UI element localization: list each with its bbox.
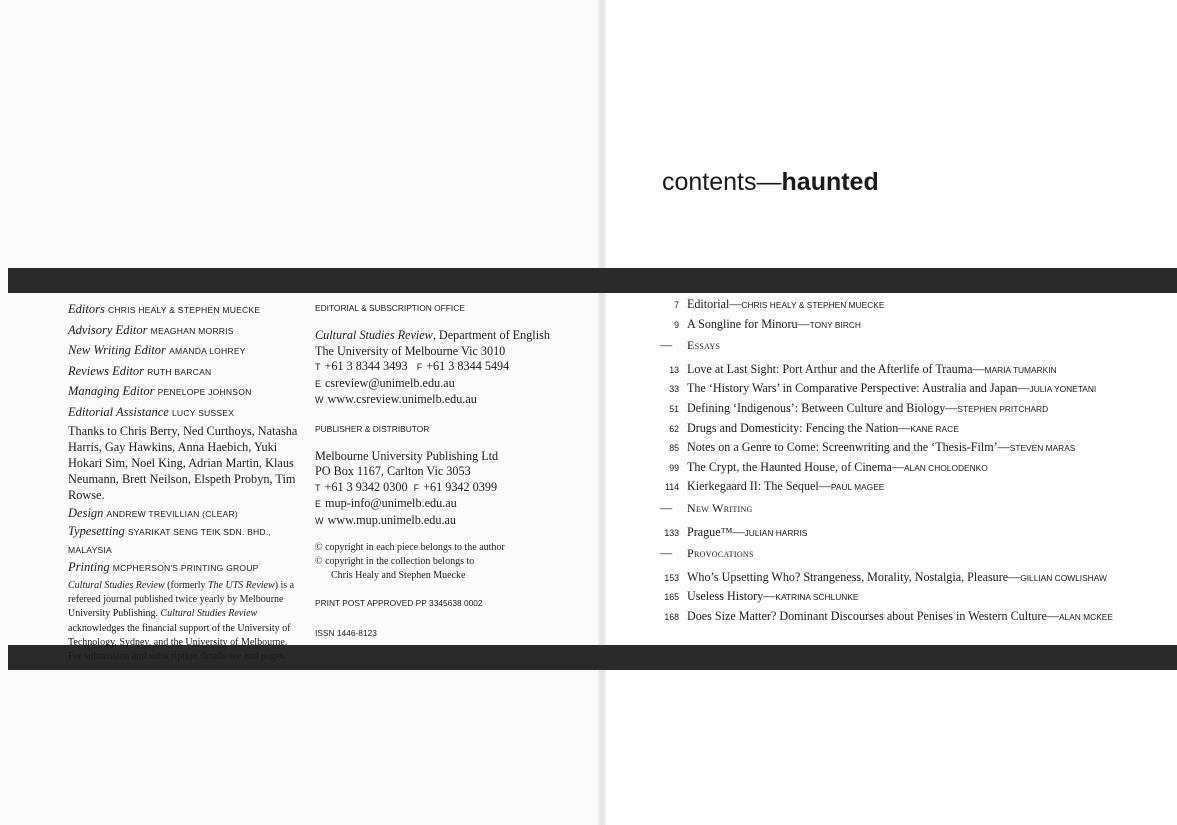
editor-name: CHRIS HEALY & STEPHEN MUECKE (107, 305, 261, 315)
editor-role: Reviews Editor (68, 363, 145, 378)
toc-page-number: 133 (664, 527, 679, 538)
toc-entry-title: Kierkegaard II: The Sequel (687, 479, 819, 494)
toc-entry[interactable] (660, 609, 1165, 629)
show-through-text (270, 168, 277, 196)
print-post: PRINT POST APPROVED PP 3345638 0002 (315, 598, 483, 608)
toc-entry[interactable] (660, 570, 1165, 590)
publisher-name: Melbourne University Publishing Ltd (315, 448, 499, 463)
editor-row (68, 362, 306, 383)
office-phone-line (315, 359, 585, 376)
toc-entry-title: Editorial (687, 297, 730, 311)
toc-entry-title: The Crypt, the Haunted House, of Cinema (687, 459, 892, 474)
submission-note: For submission and subscription details see end pages. (68, 651, 287, 663)
office-email-link[interactable]: csreview@unimelb.edu.au (325, 375, 455, 390)
toc-author-dash: — (997, 440, 1010, 455)
editor-name: RUTH BARCAN (147, 366, 212, 377)
about-text-2: ) is a refereed journal published twice yearly by Melbourne University Publishing. (68, 580, 295, 620)
copyright-line-3: Chris Healy and Stephen Muecke (331, 570, 466, 581)
credit-role: Typesetting (68, 524, 125, 538)
credit-row (68, 559, 306, 577)
publisher-t-label: T (315, 482, 321, 493)
office-address: The University of Melbourne Vic 3010 (315, 343, 506, 358)
toc-page-number: 168 (664, 611, 679, 622)
office-t-label: T (315, 362, 321, 372)
publisher-web-line (315, 513, 585, 530)
toc-page-number: 7 (674, 300, 679, 310)
toc-author-dash: — (972, 361, 985, 376)
issn: ISSN 1446-8123 (315, 628, 377, 638)
publisher-web-link[interactable]: www.mup.unimelb.edu.au (327, 512, 457, 527)
toc-page-number: 85 (669, 443, 679, 454)
toc-page-number: 33 (669, 384, 679, 395)
toc-entry-author: KATRINA SCHLUNKE (775, 592, 859, 603)
publisher-f-label: F (413, 482, 420, 493)
toc-author-dash: — (729, 297, 742, 311)
toc-author-dash: — (898, 420, 911, 435)
publisher-address: PO Box 1167, Carlton Vic 3053 (315, 464, 471, 478)
office-email-line (315, 376, 585, 393)
toc-entry-author: CHRIS HEALY & STEPHEN MUECKE (741, 300, 885, 310)
toc-entry[interactable] (660, 440, 1165, 460)
toc-entry-author: JULIA YONETANI (1029, 384, 1097, 395)
toc-entry-title: The ‘History Wars’ in Comparative Perspective: Australia and Japan (687, 381, 1018, 396)
toc-page-number: 13 (669, 364, 679, 375)
toc-entry-title: Prague™ (687, 524, 733, 539)
editor-list (68, 300, 306, 423)
office-journal: Cultural Studies Review (315, 328, 433, 342)
toc-entry[interactable] (660, 479, 1165, 499)
toc-page-number: 114 (664, 482, 679, 493)
office-fax: +61 3 8344 5494 (426, 359, 510, 373)
contents-word: contents (662, 168, 757, 196)
toc-author-dash: — (818, 479, 831, 494)
toc-author-dash: — (732, 524, 745, 539)
credit-list (68, 505, 306, 577)
section-dash: — (660, 546, 673, 561)
toc-entry[interactable] (660, 589, 1165, 609)
toc-entry-title: Defining ‘Indigenous’: Between Culture and Biology (687, 400, 946, 415)
toc-entry-author: STEPHEN PRITCHARD (957, 403, 1049, 414)
journal-name: Cultural Studies Review (68, 580, 165, 591)
office-web-link[interactable]: www.csreview.unimelb.edu.au (327, 392, 477, 406)
editor-name: AMANDA LOHREY (169, 346, 246, 356)
toc-section-label: New Writing (687, 500, 753, 515)
toc-section-row (660, 546, 1165, 566)
office-w-label: W (315, 395, 324, 405)
publisher-fax: +61 9342 0399 (423, 479, 498, 494)
toc-section-label: Essays (687, 338, 721, 353)
office-e-label: E (315, 378, 322, 389)
copyright-line-2: © copyright in the collection belongs to (315, 556, 475, 567)
office-phone: +61 3 8344 3493 (324, 359, 408, 373)
toc-author-dash: — (891, 459, 904, 474)
editor-role: Managing Editor (68, 384, 155, 398)
editor-name: MEAGHAN MORRIS (150, 325, 234, 336)
toc-author-dash: — (1017, 381, 1030, 396)
office-heading: EDITORIAL & SUBSCRIPTION OFFICE (315, 303, 465, 313)
section-dash: — (660, 500, 673, 515)
toc-entry-author: STEVEN MARAS (1009, 443, 1076, 454)
credit-name: SYARIKAT SENG TEIK SDN. BHD., MALAYSIA (68, 527, 272, 555)
toc-entry-title: Love at Last Sight: Port Arthur and the Afterlife of Trauma (687, 361, 973, 376)
toc-author-dash: — (763, 589, 776, 604)
toc-entry-title: Drugs and Domesticity: Fencing the Nation (687, 420, 899, 435)
credit-row (68, 523, 306, 559)
thanks-text: Thanks to Chris Berry, Ned Curthoys, Natasha Harris, Gay Hawkins, Anna Haebich, Yuki Hokari Sim, Noel King, Adrian Martin, Klaus Neumann, Brett Neilson, Elspeth Probyn, Tim Rowse. (68, 424, 298, 502)
credit-name: ANDREW TREVILLIAN (CLEAR) (106, 509, 238, 519)
top-band-right (598, 268, 1177, 293)
toc-entry[interactable] (660, 297, 1165, 317)
toc-entry-author: KANE RACE (910, 423, 959, 434)
publisher-w-label: W (315, 515, 324, 526)
office-column (315, 300, 585, 653)
toc-entry-title: A Songline for Minoru (687, 316, 798, 331)
toc-entry[interactable] (660, 401, 1165, 421)
editor-row (68, 382, 306, 403)
office-journal-line (315, 328, 585, 344)
toc-entry[interactable] (660, 381, 1165, 401)
toc-entry-author: ALAN MCKEE (1058, 611, 1113, 622)
toc-page-number: 9 (674, 319, 679, 330)
editor-row (68, 403, 306, 424)
toc-page-number: 51 (669, 403, 679, 414)
credit-role: Design (68, 506, 104, 520)
toc-entry-title: Who’s Upsetting Who? Strangeness, Morality, Nostalgia, Pleasure (687, 569, 1009, 584)
toc-entry-author: JULIAN HARRIS (744, 527, 808, 538)
toc-page-number: 153 (664, 572, 679, 583)
office-f-label: F (416, 362, 423, 372)
contents-title (662, 168, 879, 197)
former-name: The UTS Review (207, 580, 275, 591)
about-text-3: acknowledges the financial support of the University of Technology, Sydney, and the University of Melbourne. (68, 622, 291, 648)
toc-entry[interactable] (660, 525, 1165, 545)
toc-entry-author: GILLIAN COWLISHAW (1020, 572, 1107, 583)
toc-entry-author: MARIA TUMARKIN (984, 364, 1057, 375)
bottom-band-right (598, 645, 1177, 670)
editor-row (68, 341, 306, 362)
credit-name: MCPHERSON'S PRINTING GROUP (112, 563, 259, 573)
editor-name: LUCY SUSSEX (171, 407, 235, 418)
toc-section-row (660, 338, 1165, 358)
toc-entry[interactable] (660, 421, 1165, 441)
table-of-contents (660, 297, 1165, 629)
journal-name-2: Cultural Studies Review (160, 608, 258, 620)
editor-row (68, 321, 306, 342)
section-dash: — (660, 338, 673, 353)
toc-entry-author: ALAN CHOLODENKO (903, 462, 988, 473)
editor-role: Editors (68, 302, 105, 316)
publisher-phone: +61 3 9342 0300 (324, 479, 408, 494)
toc-author-dash: — (1008, 569, 1021, 584)
toc-entry-title: Does Size Matter? Dominant Discourses about Penises in Western Culture (687, 608, 1047, 623)
publisher-email-link[interactable]: mup-info@unimelb.edu.au (325, 496, 457, 510)
office-web-line (315, 392, 585, 409)
toc-entry[interactable] (660, 460, 1165, 480)
publisher-email-line (315, 496, 585, 513)
publisher-phone-line (315, 480, 585, 497)
contents-dash: — (756, 168, 782, 196)
top-band-left (8, 268, 598, 293)
toc-entry-author: PAUL MAGEE (830, 482, 885, 493)
toc-entry-title: Notes on a Genre to Come: Screenwriting and the ‘Thesis-Film’ (687, 440, 998, 455)
publisher-e-label: E (315, 499, 322, 509)
about-text-1: (formerly (164, 580, 208, 591)
editor-role: Editorial Assistance (68, 404, 169, 419)
toc-page-number: 99 (669, 462, 679, 473)
publisher-heading: PUBLISHER & DISTRIBUTOR (315, 423, 430, 434)
contents-theme: haunted (781, 168, 879, 196)
editor-role: New Writing Editor (68, 343, 166, 357)
toc-page-number: 165 (664, 592, 679, 603)
editor-role: Advisory Editor (68, 322, 148, 337)
editor-name: PENELOPE JOHNSON (157, 387, 252, 397)
toc-entry-title: Useless History (687, 589, 764, 604)
toc-section-label: Provocations (687, 546, 754, 561)
editor-row (68, 300, 306, 321)
toc-entry[interactable] (660, 362, 1165, 382)
toc-section-row (660, 501, 1165, 521)
toc-entry[interactable] (660, 317, 1165, 337)
toc-page-number: 62 (669, 423, 679, 434)
toc-author-dash: — (945, 400, 958, 415)
office-dept: , Department of English (432, 328, 550, 342)
toc-author-dash: — (797, 316, 810, 331)
editors-column (68, 300, 306, 664)
book-gutter (598, 0, 606, 825)
copyright-line-1: © copyright in each piece belongs to the author (315, 542, 505, 553)
credit-row (68, 505, 306, 523)
toc-author-dash: — (1046, 608, 1059, 623)
credit-role: Printing (68, 560, 110, 574)
journal-about (68, 579, 306, 664)
toc-entry-author: TONY BIRCH (809, 319, 861, 330)
